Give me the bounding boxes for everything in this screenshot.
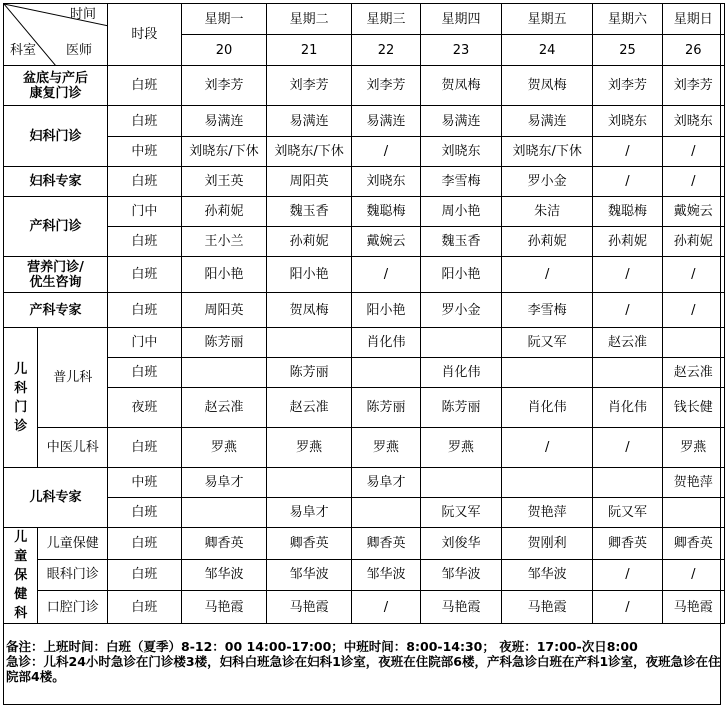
- dept-child-health-char: 科: [14, 606, 28, 621]
- doctor-cell: 阳小艳: [351, 293, 420, 328]
- notes-section: [6, 639, 721, 684]
- table-row: [4, 293, 725, 328]
- doctor-cell: 周阳英: [181, 293, 267, 328]
- doctor-cell: 马艳霞: [662, 591, 724, 624]
- doctor-cell: 邹华波: [267, 559, 352, 591]
- doctor-cell: /: [662, 257, 724, 293]
- doctor-cell: 易满连: [181, 106, 267, 137]
- table-row: [4, 528, 725, 560]
- doctor-cell: 贺刚利: [501, 528, 592, 560]
- date-header: 23: [421, 35, 502, 66]
- shift-cell: 白班: [107, 257, 181, 293]
- doctor-cell: 刘李芳: [267, 66, 352, 106]
- subdept-eye: 眼科门诊: [38, 559, 108, 591]
- doctor-cell: 马艳霞: [421, 591, 502, 624]
- doctor-cell: 陈芳丽: [267, 358, 352, 388]
- dept-obs-clinic: 产科门诊: [4, 197, 108, 257]
- doctor-cell: 周小艳: [421, 197, 502, 227]
- doctor-cell: 罗燕: [267, 428, 352, 468]
- doctor-cell: [421, 328, 502, 358]
- doctor-cell: 邹华波: [421, 559, 502, 591]
- doctor-cell: [351, 358, 420, 388]
- doctor-cell: 罗燕: [662, 428, 724, 468]
- doctor-cell: /: [662, 167, 724, 197]
- doctor-cell: 王小兰: [181, 227, 267, 257]
- doctor-cell: 刘晓东: [662, 106, 724, 137]
- table-row: [4, 559, 725, 591]
- doctor-cell: 阮又军: [501, 328, 592, 358]
- doctor-cell: 阳小艳: [421, 257, 502, 293]
- table-row: [4, 66, 725, 106]
- shift-cell: 白班: [107, 227, 181, 257]
- doctor-cell: 赵云准: [593, 328, 662, 358]
- subdept-child-care: 儿童保健: [38, 528, 108, 560]
- doctor-cell: 刘李芳: [181, 66, 267, 106]
- doctor-cell: 陈芳丽: [421, 388, 502, 428]
- shift-cell: 白班: [107, 358, 181, 388]
- weekday-header: 星期一: [181, 4, 267, 35]
- doctor-cell: [501, 358, 592, 388]
- doctor-cell: 卿香英: [662, 528, 724, 560]
- doctor-cell: 阳小艳: [267, 257, 352, 293]
- shift-cell: 门中: [107, 197, 181, 227]
- dept-pelvic: [4, 66, 108, 106]
- doctor-cell: /: [662, 293, 724, 328]
- date-header: 22: [351, 35, 420, 66]
- doctor-cell: [181, 498, 267, 528]
- doctor-cell: 卿香英: [351, 528, 420, 560]
- doctor-cell: 戴婉云: [351, 227, 420, 257]
- notes-hours: 备注：上班时间：白班（夏季）8-12：00 14:00-17:00；中班时间：8:00-14:30； 夜班：17:00-次日8:00: [6, 639, 638, 654]
- dept-pelvic-line2: 康复门诊: [29, 85, 82, 101]
- doctor-cell: 罗燕: [351, 428, 420, 468]
- doctor-cell: 贺凤梅: [421, 66, 502, 106]
- doctor-cell: 肖化伟: [593, 388, 662, 428]
- doctor-cell: 孙莉妮: [662, 227, 724, 257]
- doctor-cell: 戴婉云: [662, 197, 724, 227]
- doctor-cell: /: [351, 137, 420, 167]
- doctor-cell: 卿香英: [593, 528, 662, 560]
- doctor-cell: 刘晓东: [593, 106, 662, 137]
- doctor-cell: /: [662, 137, 724, 167]
- dept-child-health-char: 保: [14, 568, 28, 583]
- doctor-cell: 邹华波: [181, 559, 267, 591]
- doctor-cell: 魏聪梅: [351, 197, 420, 227]
- doctor-cell: 卿香英: [181, 528, 267, 560]
- doctor-cell: 孙莉妮: [267, 227, 352, 257]
- shift-cell: 白班: [107, 66, 181, 106]
- doctor-cell: /: [593, 293, 662, 328]
- doctor-cell: 易阜才: [267, 498, 352, 528]
- doctor-cell: 赵云准: [267, 388, 352, 428]
- doctor-cell: [662, 328, 724, 358]
- dept-pediatrics-char: 门: [14, 399, 28, 415]
- dept-obs-expert: 产科专家: [4, 293, 108, 328]
- date-header: 21: [267, 35, 352, 66]
- subdept-dental: 口腔门诊: [38, 591, 108, 624]
- shift-cell: 中班: [107, 137, 181, 167]
- shift-cell: 门中: [107, 328, 181, 358]
- shift-cell: 白班: [107, 559, 181, 591]
- dept-gyn-clinic: 妇科门诊: [4, 106, 108, 167]
- doctor-cell: 易阜才: [181, 468, 267, 498]
- dept-nutrition-line2: 优生咨询: [29, 274, 82, 290]
- subdept-tcm-pediatrics: 中医儿科: [38, 428, 108, 468]
- table-row: [4, 498, 725, 528]
- doctor-cell: 易满连: [267, 106, 352, 137]
- doctor-cell: /: [351, 591, 420, 624]
- corner-dept-label: 科室: [10, 43, 37, 58]
- doctor-cell: 邹华波: [351, 559, 420, 591]
- doctor-cell: [351, 498, 420, 528]
- dept-pediatrics-char: 儿: [14, 361, 28, 377]
- doctor-cell: 贺艳萍: [662, 468, 724, 498]
- dept-pediatrics-char: 科: [14, 380, 28, 396]
- doctor-cell: [181, 358, 267, 388]
- doctor-cell: 李雪梅: [421, 167, 502, 197]
- dept-child-health: [4, 528, 38, 624]
- doctor-cell: [662, 498, 724, 528]
- doctor-cell: 魏玉香: [267, 197, 352, 227]
- shift-cell: 白班: [107, 591, 181, 624]
- date-header: 25: [593, 35, 662, 66]
- dept-child-health-char: 儿: [14, 530, 28, 545]
- period-header: 时段: [107, 4, 181, 66]
- date-header: 26: [662, 35, 724, 66]
- shift-cell: 白班: [107, 106, 181, 137]
- doctor-cell: 马艳霞: [181, 591, 267, 624]
- dept-child-health-char: 健: [14, 587, 28, 602]
- doctor-cell: 贺凤梅: [501, 66, 592, 106]
- schedule-table: [3, 3, 725, 624]
- doctor-cell: 阳小艳: [181, 257, 267, 293]
- table-row: [4, 468, 725, 498]
- doctor-cell: 周阳英: [267, 167, 352, 197]
- doctor-cell: /: [501, 428, 592, 468]
- shift-cell: 白班: [107, 498, 181, 528]
- doctor-cell: 刘俊华: [421, 528, 502, 560]
- doctor-cell: [267, 328, 352, 358]
- doctor-cell: [593, 468, 662, 498]
- doctor-cell: /: [351, 257, 420, 293]
- doctor-cell: 魏玉香: [421, 227, 502, 257]
- doctor-cell: 陈芳丽: [181, 328, 267, 358]
- dept-pelvic-line1: 盆底与产后: [22, 70, 88, 86]
- doctor-cell: 朱洁: [501, 197, 592, 227]
- doctor-cell: [267, 468, 352, 498]
- doctor-cell: 魏聪梅: [593, 197, 662, 227]
- doctor-cell: 卿香英: [267, 528, 352, 560]
- table-row: [4, 167, 725, 197]
- table-row: [4, 106, 725, 137]
- doctor-cell: 阮又军: [593, 498, 662, 528]
- dept-pediatrics-char: 诊: [14, 418, 28, 434]
- doctor-cell: 易满连: [501, 106, 592, 137]
- doctor-cell: 罗燕: [421, 428, 502, 468]
- doctor-cell: [421, 468, 502, 498]
- doctor-cell: /: [593, 257, 662, 293]
- doctor-cell: 刘王英: [181, 167, 267, 197]
- doctor-cell: 贺凤梅: [267, 293, 352, 328]
- dept-child-health-char: 童: [14, 549, 28, 564]
- subdept-general-pediatrics: 普儿科: [38, 328, 108, 428]
- doctor-cell: /: [662, 559, 724, 591]
- table-row: [4, 197, 725, 227]
- doctor-cell: /: [593, 137, 662, 167]
- doctor-cell: [593, 358, 662, 388]
- doctor-cell: 易满连: [421, 106, 502, 137]
- table-row: [4, 328, 725, 358]
- doctor-cell: 刘晓东: [351, 167, 420, 197]
- corner-cell: [4, 4, 108, 66]
- doctor-cell: 马艳霞: [267, 591, 352, 624]
- weekday-header: 星期五: [501, 4, 592, 35]
- weekday-header: 星期日: [662, 4, 724, 35]
- doctor-cell: 孙莉妮: [181, 197, 267, 227]
- doctor-cell: 刘晓东: [421, 137, 502, 167]
- shift-cell: 中班: [107, 468, 181, 498]
- doctor-cell: /: [593, 428, 662, 468]
- weekday-header: 星期三: [351, 4, 420, 35]
- doctor-cell: 罗小金: [421, 293, 502, 328]
- doctor-cell: 李雪梅: [501, 293, 592, 328]
- dept-nutrition-line1: 营养门诊/: [27, 259, 84, 275]
- table-row: [4, 591, 725, 624]
- shift-cell: 白班: [107, 528, 181, 560]
- doctor-cell: 刘李芳: [662, 66, 724, 106]
- corner-doctor-label: 医师: [66, 43, 93, 58]
- doctor-cell: [501, 468, 592, 498]
- doctor-cell: 肖化伟: [421, 358, 502, 388]
- doctor-cell: 邹华波: [501, 559, 592, 591]
- doctor-cell: 贺艳萍: [501, 498, 592, 528]
- dept-pediatrics: [4, 328, 38, 468]
- doctor-cell: 阮又军: [421, 498, 502, 528]
- doctor-cell: 刘晓东/下休: [501, 137, 592, 167]
- shift-cell: 夜班: [107, 388, 181, 428]
- table-row: [4, 257, 725, 293]
- weekday-header: 星期二: [267, 4, 352, 35]
- doctor-cell: 刘李芳: [351, 66, 420, 106]
- table-row: [4, 137, 725, 167]
- doctor-cell: /: [593, 167, 662, 197]
- weekday-header: 星期四: [421, 4, 502, 35]
- date-header: 20: [181, 35, 267, 66]
- doctor-cell: 罗小金: [501, 167, 592, 197]
- weekday-header: 星期六: [593, 4, 662, 35]
- table-row: [4, 227, 725, 257]
- doctor-cell: /: [593, 591, 662, 624]
- notes-emergency: 急诊：儿科24小时急诊在门诊楼3楼，妇科白班急诊在妇科1诊室，夜班在住院部6楼，产科急诊白班在产科1诊室，夜班急诊在住院部4楼。: [6, 654, 721, 684]
- doctor-cell: 孙莉妮: [501, 227, 592, 257]
- date-header: 24: [501, 35, 592, 66]
- doctor-cell: 钱长健: [662, 388, 724, 428]
- table-row: [4, 388, 725, 428]
- shift-cell: 白班: [107, 293, 181, 328]
- doctor-cell: /: [593, 559, 662, 591]
- header-weekday-row: [4, 4, 725, 35]
- doctor-cell: 刘晓东/下休: [181, 137, 267, 167]
- doctor-cell: 马艳霞: [501, 591, 592, 624]
- doctor-cell: 赵云准: [662, 358, 724, 388]
- doctor-cell: 陈芳丽: [351, 388, 420, 428]
- doctor-cell: 肖化伟: [501, 388, 592, 428]
- shift-cell: 白班: [107, 428, 181, 468]
- doctor-cell: 赵云准: [181, 388, 267, 428]
- doctor-cell: 刘李芳: [593, 66, 662, 106]
- doctor-cell: 刘晓东/下休: [267, 137, 352, 167]
- shift-cell: 白班: [107, 167, 181, 197]
- doctor-cell: 孙莉妮: [593, 227, 662, 257]
- doctor-cell: /: [501, 257, 592, 293]
- table-row: [4, 428, 725, 468]
- dept-pediatrics-expert: 儿科专家: [4, 468, 108, 528]
- table-row: [4, 358, 725, 388]
- corner-time-label: 时间: [70, 7, 97, 22]
- doctor-cell: 易满连: [351, 106, 420, 137]
- doctor-cell: 肖化伟: [351, 328, 420, 358]
- doctor-cell: 罗燕: [181, 428, 267, 468]
- dept-gyn-expert: 妇科专家: [4, 167, 108, 197]
- doctor-cell: 易阜才: [351, 468, 420, 498]
- dept-nutrition: [4, 257, 108, 293]
